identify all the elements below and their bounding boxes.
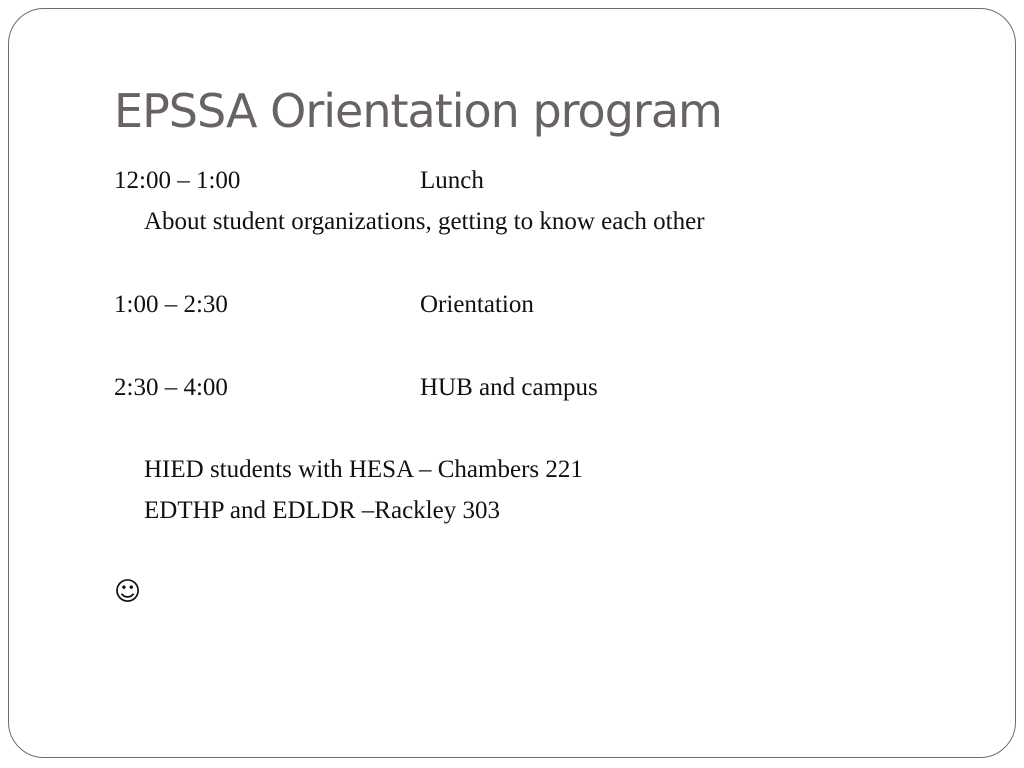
schedule-activity: Lunch	[420, 167, 484, 194]
schedule-activity: Orientation	[420, 291, 534, 318]
schedule-time: 2:30 – 4:00	[114, 374, 228, 401]
lunch-note: About student organizations, getting to know each other	[144, 208, 705, 235]
group-hied: HIED students with HESA – Chambers 221	[144, 456, 583, 483]
group-edthp-edldr: EDTHP and EDLDR –Rackley 303	[144, 497, 500, 524]
schedule-time: 1:00 – 2:30	[114, 291, 228, 318]
smiley-icon: ☺	[114, 577, 142, 607]
schedule-time: 12:00 – 1:00	[114, 167, 241, 194]
schedule-activity: HUB and campus	[420, 374, 598, 401]
slide-title: EPSSA Orientation program	[114, 84, 722, 138]
